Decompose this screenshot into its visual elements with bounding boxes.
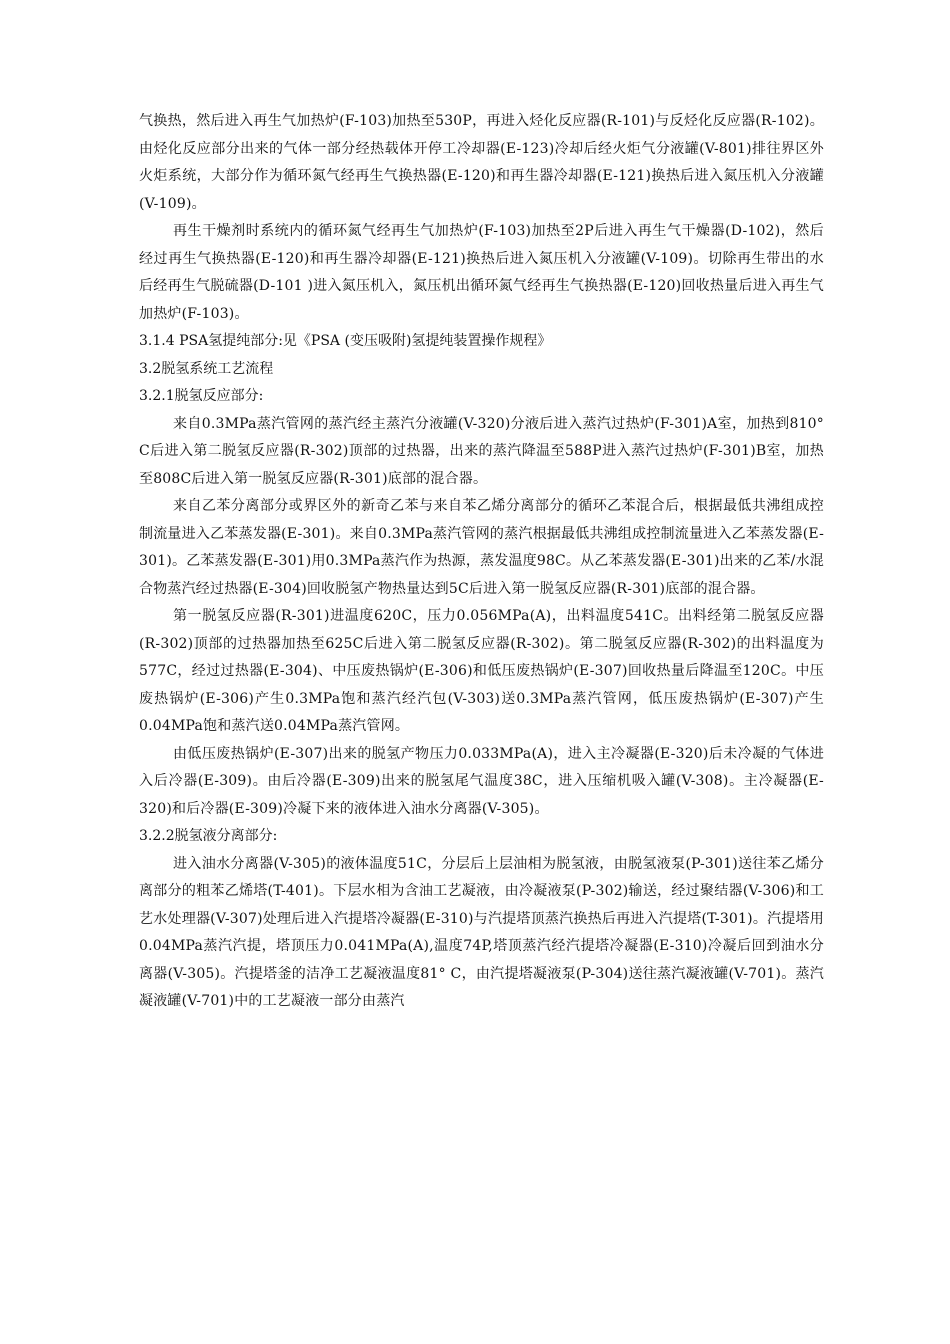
heading-psa-hydrogen: 3.1.4 PSA氢提纯部分:见《PSA (变压吸附)氢提纯装置操作规程》: [139, 333, 552, 349]
paragraph-dryer-regeneration: 再生干燥剂时系统内的循环氮气经再生气加热炉(F-103)加热至2P后进入再生气干燥器(D-102)，然后经过再生气换热器(E-120)和再生器冷却器(E-121)换热后进入氮压机入分液罐(V-109)。切除再生带出的水后经再生气脱硫器(D-101 )进入氮压机入，氮压机出循环氮气经再生气换热器(E-120)回收热量后进入再生气加热炉(F-103)。: [139, 223, 824, 322]
heading-liquid-separation: 3.2.2脱氢液分离部分:: [139, 828, 278, 844]
paragraph-product-condensation: 由低压废热锅炉(E-307)出来的脱氢产物压力0.033MPa(A)，进入主冷凝器(E-320)后未冷凝的气体进入后冷器(E-309)。由后冷器(E-309)出来的脱氢尾气温度38C，进入压缩机吸入罐(V-308)。主冷凝器(E-320)和后冷器(E-309)冷凝下来的液体进入油水分离器(V-305)。: [139, 745, 824, 817]
paragraph-oil-water-separation: 进入油水分离器(V-305)的液体温度51C，分层后上层油相为脱氢液，由脱氢液泵(P-301)送往苯乙烯分离部分的粗苯乙烯塔(T-401)。下层水相为含油工艺凝液，由冷凝液泵(P-302)输送，经过聚结器(V-306)和工艺水处理器(V-307)处理后进入汽提塔冷凝器(E-310)与汽提塔顶蒸汽换热后再进入汽提塔(T-301)。汽提塔用0.04MPa蒸汽汽提，塔顶压力0.041MPa(A),温度74P,塔顶蒸汽经汽提塔冷凝器(E-310)冷凝后回到油水分离器(V-305)。汽提塔釜的洁净工艺凝液温度81° C，由汽提塔凝液泵(P-304)送往蒸汽凝液罐(V-701)。蒸汽凝液罐(V-701)中的工艺凝液一部分由蒸汽: [139, 855, 824, 1009]
heading-dehydrogenation-reaction: 3.2.1脱氢反应部分:: [139, 388, 264, 404]
heading-dehydrogenation-process: 3.2脱氢系统工艺流程: [139, 360, 274, 377]
paragraph-ethylbenzene-evaporation: 来自乙苯分离部分或界区外的新奇乙苯与来自苯乙烯分离部分的循环乙苯混合后，根据最低共沸组成控制流量进入乙苯蒸发器(E-301)。来自0.3MPa蒸汽管网的蒸汽根据最低共沸组成控制流量进入乙苯蒸发器(E-301)。乙苯蒸发器(E-301)用0.3MPa蒸汽作为热源，蒸发温度98C。从乙苯蒸发器(E-301)出来的乙苯/水混合物蒸汽经过热器(E-304)回收脱氢产物热量达到5C后进入第一脱氢反应器(R-301)底部的混合器。: [139, 498, 824, 597]
paragraph-steam-superheating: 来自0.3MPa蒸汽管网的蒸汽经主蒸汽分液罐(V-320)分液后进入蒸汽过热炉(F-301)A室，加热到810° C后进入第二脱氢反应器(R-302)顶部的过热器，出来的蒸汽降温至588P进入蒸汽过热炉(F-301)B室，加热至808C后进入第一脱氢反应器(R-301)底部的混合器。: [139, 415, 824, 487]
paragraph-regeneration-gas-heating: 气换热，然后进入再生气加热炉(F-103)加热至530P，再进入烃化反应器(R-101)与反烃化反应器(R-102)。由烃化反应部分出来的气体一部分经热载体开停工冷却器(E-123)冷却后经火炬气分液罐(V-801)排往界区外火炬系统，大部分作为循环氮气经再生气换热器(E-120)和再生器冷却器(E-121)换热后进入氮压机入分液罐(V-109)。: [139, 113, 824, 212]
paragraph-reactor-temperatures: 第一脱氢反应器(R-301)进温度620C，压力0.056MPa(A)，出料温度541C。出料经第二脱氢反应器(R-302)顶部的过热器加热至625C后进入第二脱氢反应器(R-302)。第二脱氢反应器(R-302)的出料温度为577C，经过过热器(E-304)、中压废热锅炉(E-306)和低压废热锅炉(E-307)回收热量后降温至120C。中压废热锅炉(E-306)产生0.3MPa饱和蒸汽经汽包(V-303)送0.3MPa蒸汽管网，低压废热锅炉(E-307)产生0.04MPa饱和蒸汽送0.04MPa蒸汽管网。: [139, 608, 824, 734]
